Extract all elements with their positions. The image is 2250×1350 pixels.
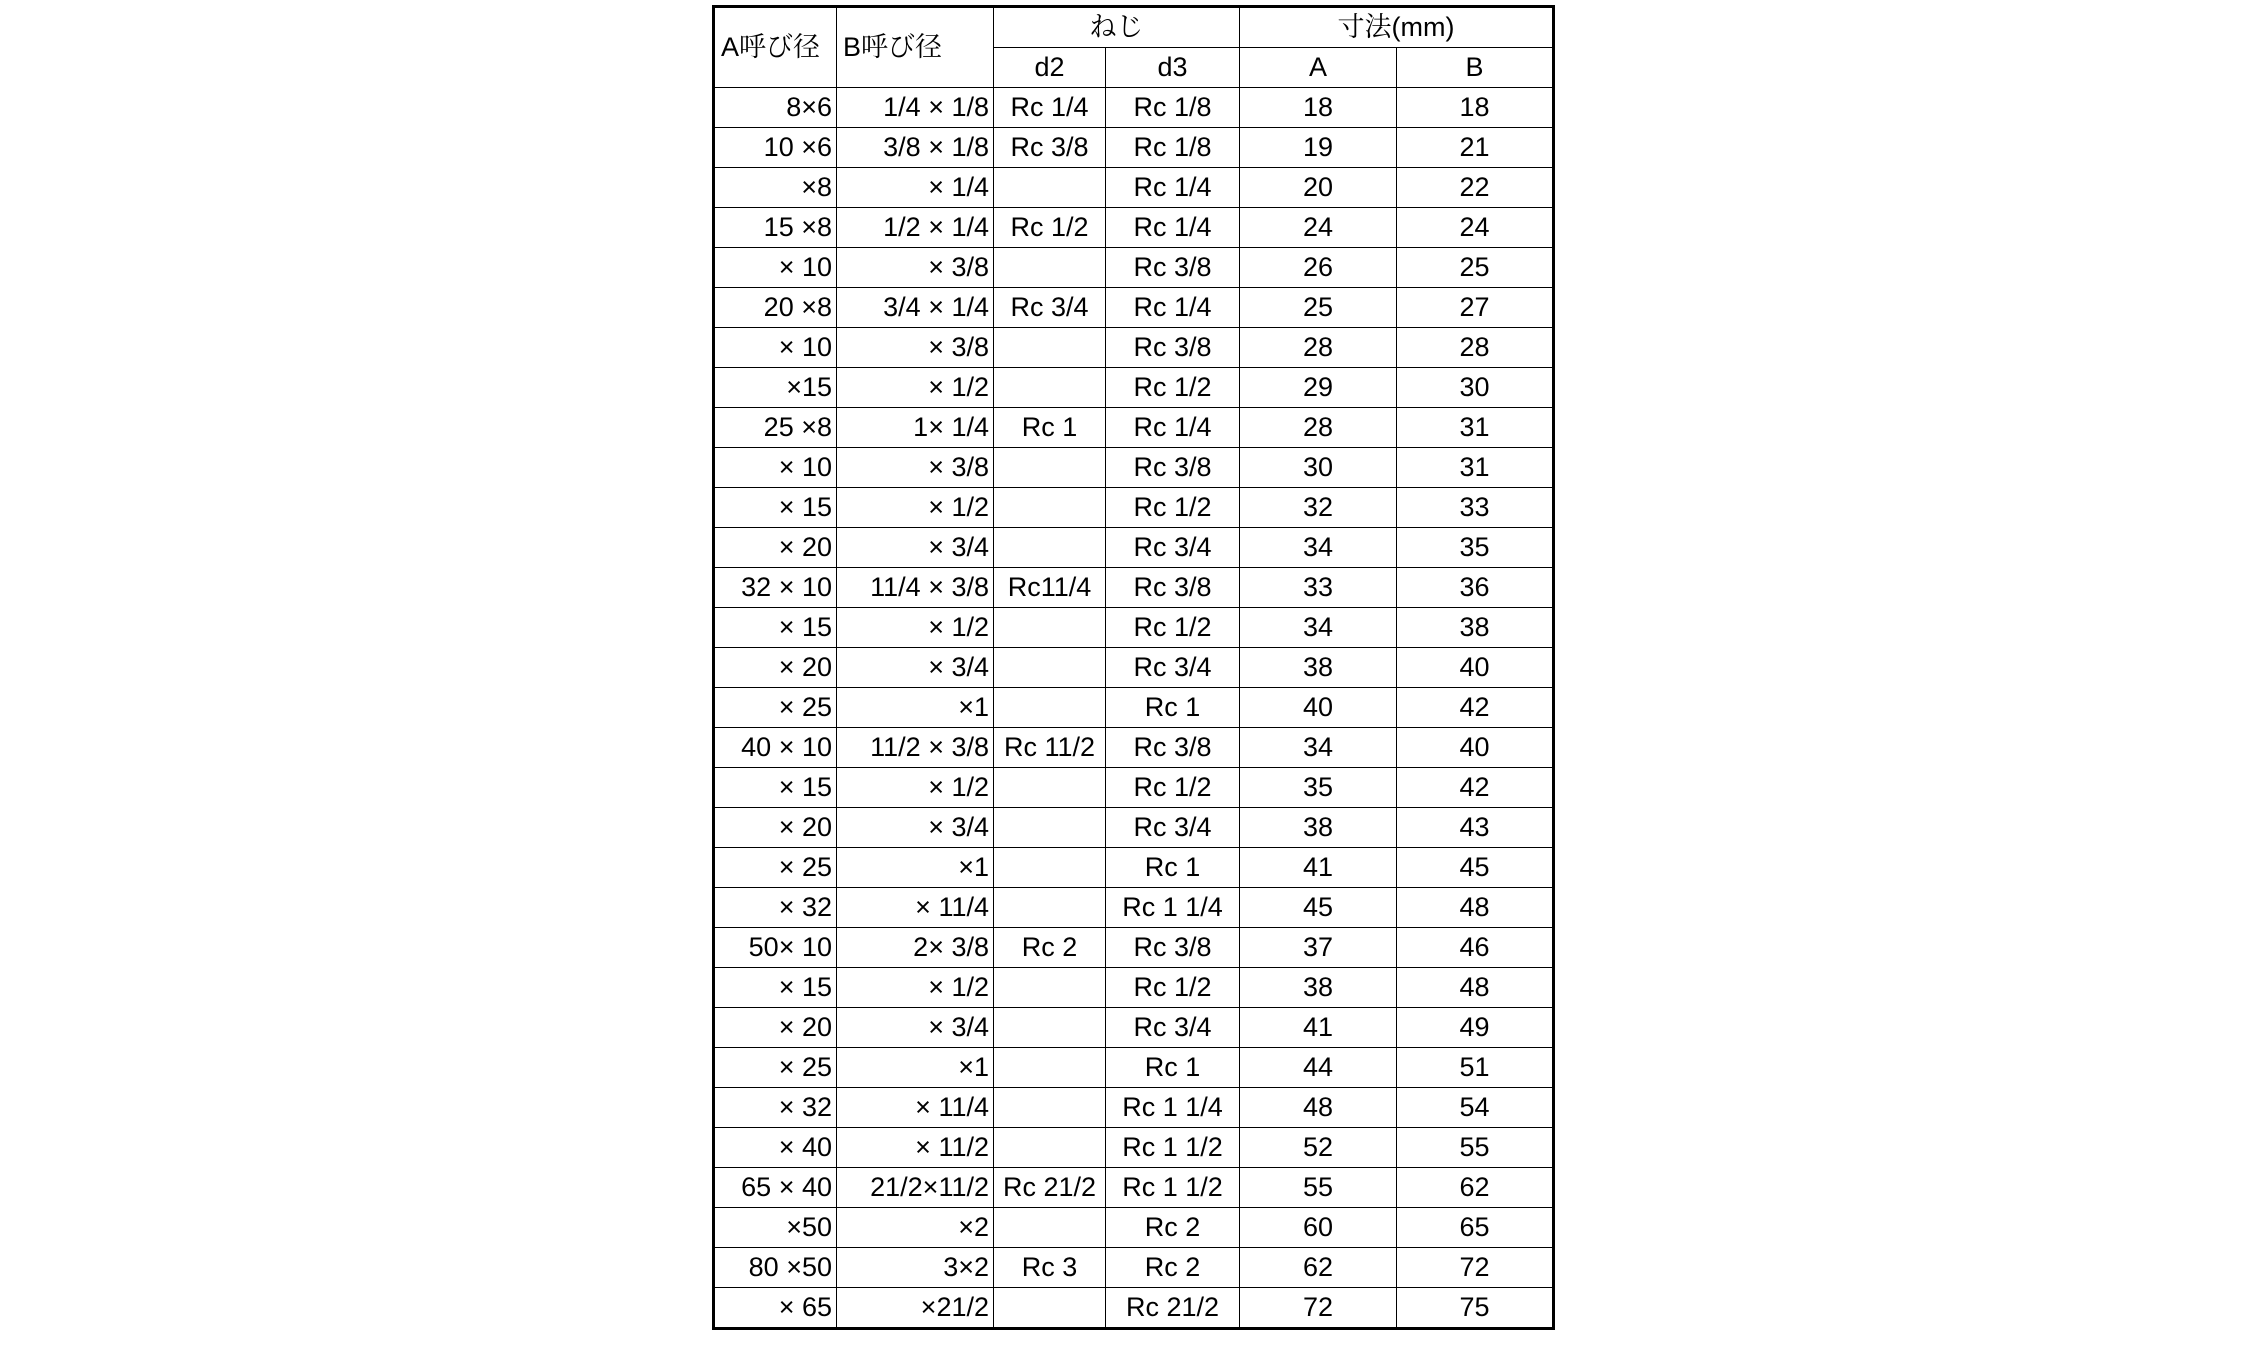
cell-a-nominal: ×15: [714, 368, 837, 408]
cell-a-nominal: 80 ×50: [714, 1248, 837, 1288]
table-row: [714, 648, 1554, 688]
cell-b-nominal: × 1/2: [837, 488, 994, 528]
cell-b-nominal: 2× 3/8: [837, 928, 994, 968]
cell-dim-a: 32: [1240, 488, 1397, 528]
table-row: [714, 488, 1554, 528]
table-row: [714, 728, 1554, 768]
cell-d2: Rc 21/2: [994, 1168, 1106, 1208]
cell-dim-b: 25: [1397, 248, 1554, 288]
table-row: [714, 1008, 1554, 1048]
cell-dim-b: 38: [1397, 608, 1554, 648]
cell-d2: [994, 768, 1106, 808]
cell-d2: [994, 1128, 1106, 1168]
table-row: [714, 1088, 1554, 1128]
table-row: [714, 568, 1554, 608]
cell-d3: Rc 2: [1106, 1208, 1240, 1248]
cell-dim-a: 62: [1240, 1248, 1397, 1288]
cell-d3: Rc 3/8: [1106, 448, 1240, 488]
cell-a-nominal: ×8: [714, 168, 837, 208]
cell-a-nominal: × 10: [714, 448, 837, 488]
cell-dim-b: 46: [1397, 928, 1554, 968]
cell-d2: Rc 1/2: [994, 208, 1106, 248]
cell-dim-b: 18: [1397, 88, 1554, 128]
table-row: [714, 928, 1554, 968]
table-row: [714, 528, 1554, 568]
cell-dim-a: 60: [1240, 1208, 1397, 1248]
table-row: [714, 328, 1554, 368]
table-row: [714, 1288, 1554, 1329]
cell-d3: Rc 3/4: [1106, 648, 1240, 688]
cell-dim-b: 31: [1397, 408, 1554, 448]
cell-d3: Rc 1/2: [1106, 768, 1240, 808]
cell-d2: [994, 168, 1106, 208]
cell-dim-b: 40: [1397, 648, 1554, 688]
cell-a-nominal: × 15: [714, 608, 837, 648]
cell-d2: [994, 968, 1106, 1008]
cell-d3: Rc 1/2: [1106, 968, 1240, 1008]
cell-dim-b: 45: [1397, 848, 1554, 888]
cell-dim-a: 37: [1240, 928, 1397, 968]
table-row: [714, 1168, 1554, 1208]
cell-d3: Rc 1/8: [1106, 128, 1240, 168]
cell-d2: Rc 11/2: [994, 728, 1106, 768]
cell-dim-a: 41: [1240, 848, 1397, 888]
cell-dim-b: 48: [1397, 888, 1554, 928]
cell-dim-a: 38: [1240, 648, 1397, 688]
cell-d2: [994, 848, 1106, 888]
cell-dim-b: 42: [1397, 688, 1554, 728]
cell-a-nominal: 15 ×8: [714, 208, 837, 248]
cell-d3: Rc 1/2: [1106, 368, 1240, 408]
cell-d3: Rc 1 1/2: [1106, 1128, 1240, 1168]
table-row: [714, 1248, 1554, 1288]
cell-dim-a: 28: [1240, 408, 1397, 448]
cell-d2: [994, 688, 1106, 728]
cell-b-nominal: ×21/2: [837, 1288, 994, 1329]
cell-a-nominal: × 32: [714, 1088, 837, 1128]
cell-b-nominal: × 3/4: [837, 528, 994, 568]
cell-d3: Rc 1 1/4: [1106, 888, 1240, 928]
cell-dim-a: 26: [1240, 248, 1397, 288]
cell-b-nominal: ×2: [837, 1208, 994, 1248]
cell-dim-b: 24: [1397, 208, 1554, 248]
table-row: [714, 768, 1554, 808]
header-d2: d2: [994, 48, 1106, 88]
cell-dim-a: 25: [1240, 288, 1397, 328]
cell-a-nominal: 25 ×8: [714, 408, 837, 448]
cell-dim-b: 65: [1397, 1208, 1554, 1248]
cell-b-nominal: 3×2: [837, 1248, 994, 1288]
cell-a-nominal: × 20: [714, 648, 837, 688]
cell-dim-b: 22: [1397, 168, 1554, 208]
cell-b-nominal: × 3/4: [837, 648, 994, 688]
table-row: [714, 168, 1554, 208]
cell-dim-a: 55: [1240, 1168, 1397, 1208]
cell-dim-b: 75: [1397, 1288, 1554, 1329]
cell-d3: Rc 1/4: [1106, 168, 1240, 208]
cell-b-nominal: × 3/8: [837, 328, 994, 368]
cell-d2: Rc11/4: [994, 568, 1106, 608]
cell-d3: Rc 1/8: [1106, 88, 1240, 128]
cell-d3: Rc 2: [1106, 1248, 1240, 1288]
cell-d3: Rc 1/4: [1106, 288, 1240, 328]
cell-a-nominal: × 25: [714, 848, 837, 888]
cell-dim-a: 38: [1240, 808, 1397, 848]
table-row: [714, 888, 1554, 928]
cell-b-nominal: × 3/8: [837, 248, 994, 288]
cell-b-nominal: ×1: [837, 1048, 994, 1088]
table-row: [714, 448, 1554, 488]
cell-b-nominal: 21/2×11/2: [837, 1168, 994, 1208]
table-row: [714, 608, 1554, 648]
cell-a-nominal: 32 × 10: [714, 568, 837, 608]
cell-a-nominal: × 25: [714, 1048, 837, 1088]
table-row: [714, 1128, 1554, 1168]
cell-d2: Rc 3: [994, 1248, 1106, 1288]
table-header: [714, 7, 1554, 88]
cell-d3: Rc 3/4: [1106, 1008, 1240, 1048]
table-row: [714, 1208, 1554, 1248]
cell-a-nominal: × 10: [714, 248, 837, 288]
cell-dim-b: 48: [1397, 968, 1554, 1008]
cell-d2: [994, 328, 1106, 368]
cell-b-nominal: × 11/2: [837, 1128, 994, 1168]
cell-d3: Rc 3/4: [1106, 528, 1240, 568]
cell-d2: [994, 248, 1106, 288]
cell-b-nominal: × 11/4: [837, 1088, 994, 1128]
cell-dim-b: 55: [1397, 1128, 1554, 1168]
cell-d2: [994, 1048, 1106, 1088]
cell-dim-a: 30: [1240, 448, 1397, 488]
cell-a-nominal: × 20: [714, 808, 837, 848]
cell-dim-b: 27: [1397, 288, 1554, 328]
table-row: [714, 208, 1554, 248]
cell-d2: [994, 528, 1106, 568]
cell-d2: [994, 448, 1106, 488]
cell-d2: [994, 888, 1106, 928]
cell-b-nominal: × 1/2: [837, 768, 994, 808]
cell-dim-a: 38: [1240, 968, 1397, 1008]
cell-b-nominal: 3/4 × 1/4: [837, 288, 994, 328]
table-body: [714, 88, 1554, 1329]
cell-dim-b: 43: [1397, 808, 1554, 848]
header-dimension-group: 寸法(mm): [1240, 7, 1554, 48]
cell-d2: [994, 1288, 1106, 1329]
cell-d2: [994, 808, 1106, 848]
cell-b-nominal: 11/4 × 3/8: [837, 568, 994, 608]
cell-d2: [994, 648, 1106, 688]
cell-d3: Rc 1: [1106, 848, 1240, 888]
cell-d2: Rc 1: [994, 408, 1106, 448]
cell-d3: Rc 1/4: [1106, 208, 1240, 248]
table-row: [714, 88, 1554, 128]
cell-dim-b: 51: [1397, 1048, 1554, 1088]
cell-dim-a: 33: [1240, 568, 1397, 608]
cell-d3: Rc 1: [1106, 1048, 1240, 1088]
cell-dim-a: 40: [1240, 688, 1397, 728]
cell-a-nominal: × 20: [714, 1008, 837, 1048]
cell-d3: Rc 3/8: [1106, 928, 1240, 968]
cell-d2: [994, 1088, 1106, 1128]
cell-dim-a: 29: [1240, 368, 1397, 408]
cell-a-nominal: × 15: [714, 768, 837, 808]
cell-a-nominal: 50× 10: [714, 928, 837, 968]
cell-b-nominal: × 3/4: [837, 808, 994, 848]
cell-dim-a: 34: [1240, 528, 1397, 568]
cell-d3: Rc 3/4: [1106, 808, 1240, 848]
cell-a-nominal: × 32: [714, 888, 837, 928]
table-row: [714, 688, 1554, 728]
cell-a-nominal: 65 × 40: [714, 1168, 837, 1208]
cell-d2: Rc 2: [994, 928, 1106, 968]
table-row: [714, 368, 1554, 408]
cell-a-nominal: 40 × 10: [714, 728, 837, 768]
cell-dim-a: 24: [1240, 208, 1397, 248]
cell-d3: Rc 1/4: [1106, 408, 1240, 448]
cell-b-nominal: ×1: [837, 848, 994, 888]
table-row: [714, 248, 1554, 288]
cell-dim-a: 44: [1240, 1048, 1397, 1088]
cell-d2: Rc 3/8: [994, 128, 1106, 168]
header-a-nominal: A呼び径: [714, 7, 837, 88]
cell-b-nominal: 3/8 × 1/8: [837, 128, 994, 168]
cell-b-nominal: × 1/2: [837, 968, 994, 1008]
cell-dim-a: 35: [1240, 768, 1397, 808]
cell-dim-a: 19: [1240, 128, 1397, 168]
cell-b-nominal: × 1/2: [837, 608, 994, 648]
header-d3: d3: [1106, 48, 1240, 88]
cell-dim-b: 42: [1397, 768, 1554, 808]
header-thread-group: ねじ: [994, 7, 1240, 48]
cell-a-nominal: × 65: [714, 1288, 837, 1329]
cell-dim-a: 41: [1240, 1008, 1397, 1048]
cell-dim-a: 52: [1240, 1128, 1397, 1168]
table-row: [714, 968, 1554, 1008]
cell-d2: [994, 488, 1106, 528]
cell-b-nominal: × 11/4: [837, 888, 994, 928]
cell-b-nominal: 1× 1/4: [837, 408, 994, 448]
cell-b-nominal: × 1/2: [837, 368, 994, 408]
cell-d3: Rc 3/8: [1106, 728, 1240, 768]
table-row: [714, 288, 1554, 328]
cell-a-nominal: ×50: [714, 1208, 837, 1248]
header-dim-b: B: [1397, 48, 1554, 88]
cell-b-nominal: × 3/4: [837, 1008, 994, 1048]
cell-dim-b: 54: [1397, 1088, 1554, 1128]
cell-d3: Rc 3/8: [1106, 568, 1240, 608]
cell-d2: Rc 1/4: [994, 88, 1106, 128]
table-row: [714, 408, 1554, 448]
cell-dim-b: 35: [1397, 528, 1554, 568]
dimension-table: [712, 5, 1555, 1330]
cell-d3: Rc 3/8: [1106, 248, 1240, 288]
cell-d3: Rc 1: [1106, 688, 1240, 728]
cell-dim-b: 30: [1397, 368, 1554, 408]
table-row: [714, 808, 1554, 848]
cell-b-nominal: × 3/8: [837, 448, 994, 488]
cell-dim-a: 72: [1240, 1288, 1397, 1329]
cell-d2: [994, 368, 1106, 408]
cell-dim-a: 28: [1240, 328, 1397, 368]
cell-dim-b: 31: [1397, 448, 1554, 488]
table-row: [714, 1048, 1554, 1088]
cell-d3: Rc 1/2: [1106, 488, 1240, 528]
cell-a-nominal: × 25: [714, 688, 837, 728]
cell-a-nominal: 20 ×8: [714, 288, 837, 328]
header-dim-a: A: [1240, 48, 1397, 88]
cell-d3: Rc 1 1/4: [1106, 1088, 1240, 1128]
cell-d2: [994, 1208, 1106, 1248]
cell-dim-a: 34: [1240, 728, 1397, 768]
cell-a-nominal: × 10: [714, 328, 837, 368]
cell-dim-b: 72: [1397, 1248, 1554, 1288]
cell-dim-b: 36: [1397, 568, 1554, 608]
table-row: [714, 128, 1554, 168]
cell-a-nominal: × 15: [714, 968, 837, 1008]
cell-b-nominal: 1/2 × 1/4: [837, 208, 994, 248]
cell-dim-a: 48: [1240, 1088, 1397, 1128]
cell-d3: Rc 1/2: [1106, 608, 1240, 648]
cell-dim-b: 62: [1397, 1168, 1554, 1208]
cell-d3: Rc 21/2: [1106, 1288, 1240, 1329]
cell-dim-b: 28: [1397, 328, 1554, 368]
table-row: [714, 848, 1554, 888]
cell-dim-a: 18: [1240, 88, 1397, 128]
header-row-1: [714, 7, 1554, 48]
cell-b-nominal: × 1/4: [837, 168, 994, 208]
cell-d2: Rc 3/4: [994, 288, 1106, 328]
cell-dim-a: 20: [1240, 168, 1397, 208]
cell-dim-a: 34: [1240, 608, 1397, 648]
cell-d3: Rc 3/8: [1106, 328, 1240, 368]
cell-a-nominal: 10 ×6: [714, 128, 837, 168]
cell-a-nominal: × 40: [714, 1128, 837, 1168]
cell-b-nominal: ×1: [837, 688, 994, 728]
header-b-nominal: B呼び径: [837, 7, 994, 88]
cell-dim-b: 40: [1397, 728, 1554, 768]
cell-dim-a: 45: [1240, 888, 1397, 928]
cell-d2: [994, 1008, 1106, 1048]
cell-b-nominal: 11/2 × 3/8: [837, 728, 994, 768]
cell-d3: Rc 1 1/2: [1106, 1168, 1240, 1208]
cell-dim-b: 21: [1397, 128, 1554, 168]
cell-d2: [994, 608, 1106, 648]
cell-b-nominal: 1/4 × 1/8: [837, 88, 994, 128]
cell-a-nominal: × 20: [714, 528, 837, 568]
cell-a-nominal: 8×6: [714, 88, 837, 128]
cell-dim-b: 49: [1397, 1008, 1554, 1048]
cell-a-nominal: × 15: [714, 488, 837, 528]
cell-dim-b: 33: [1397, 488, 1554, 528]
